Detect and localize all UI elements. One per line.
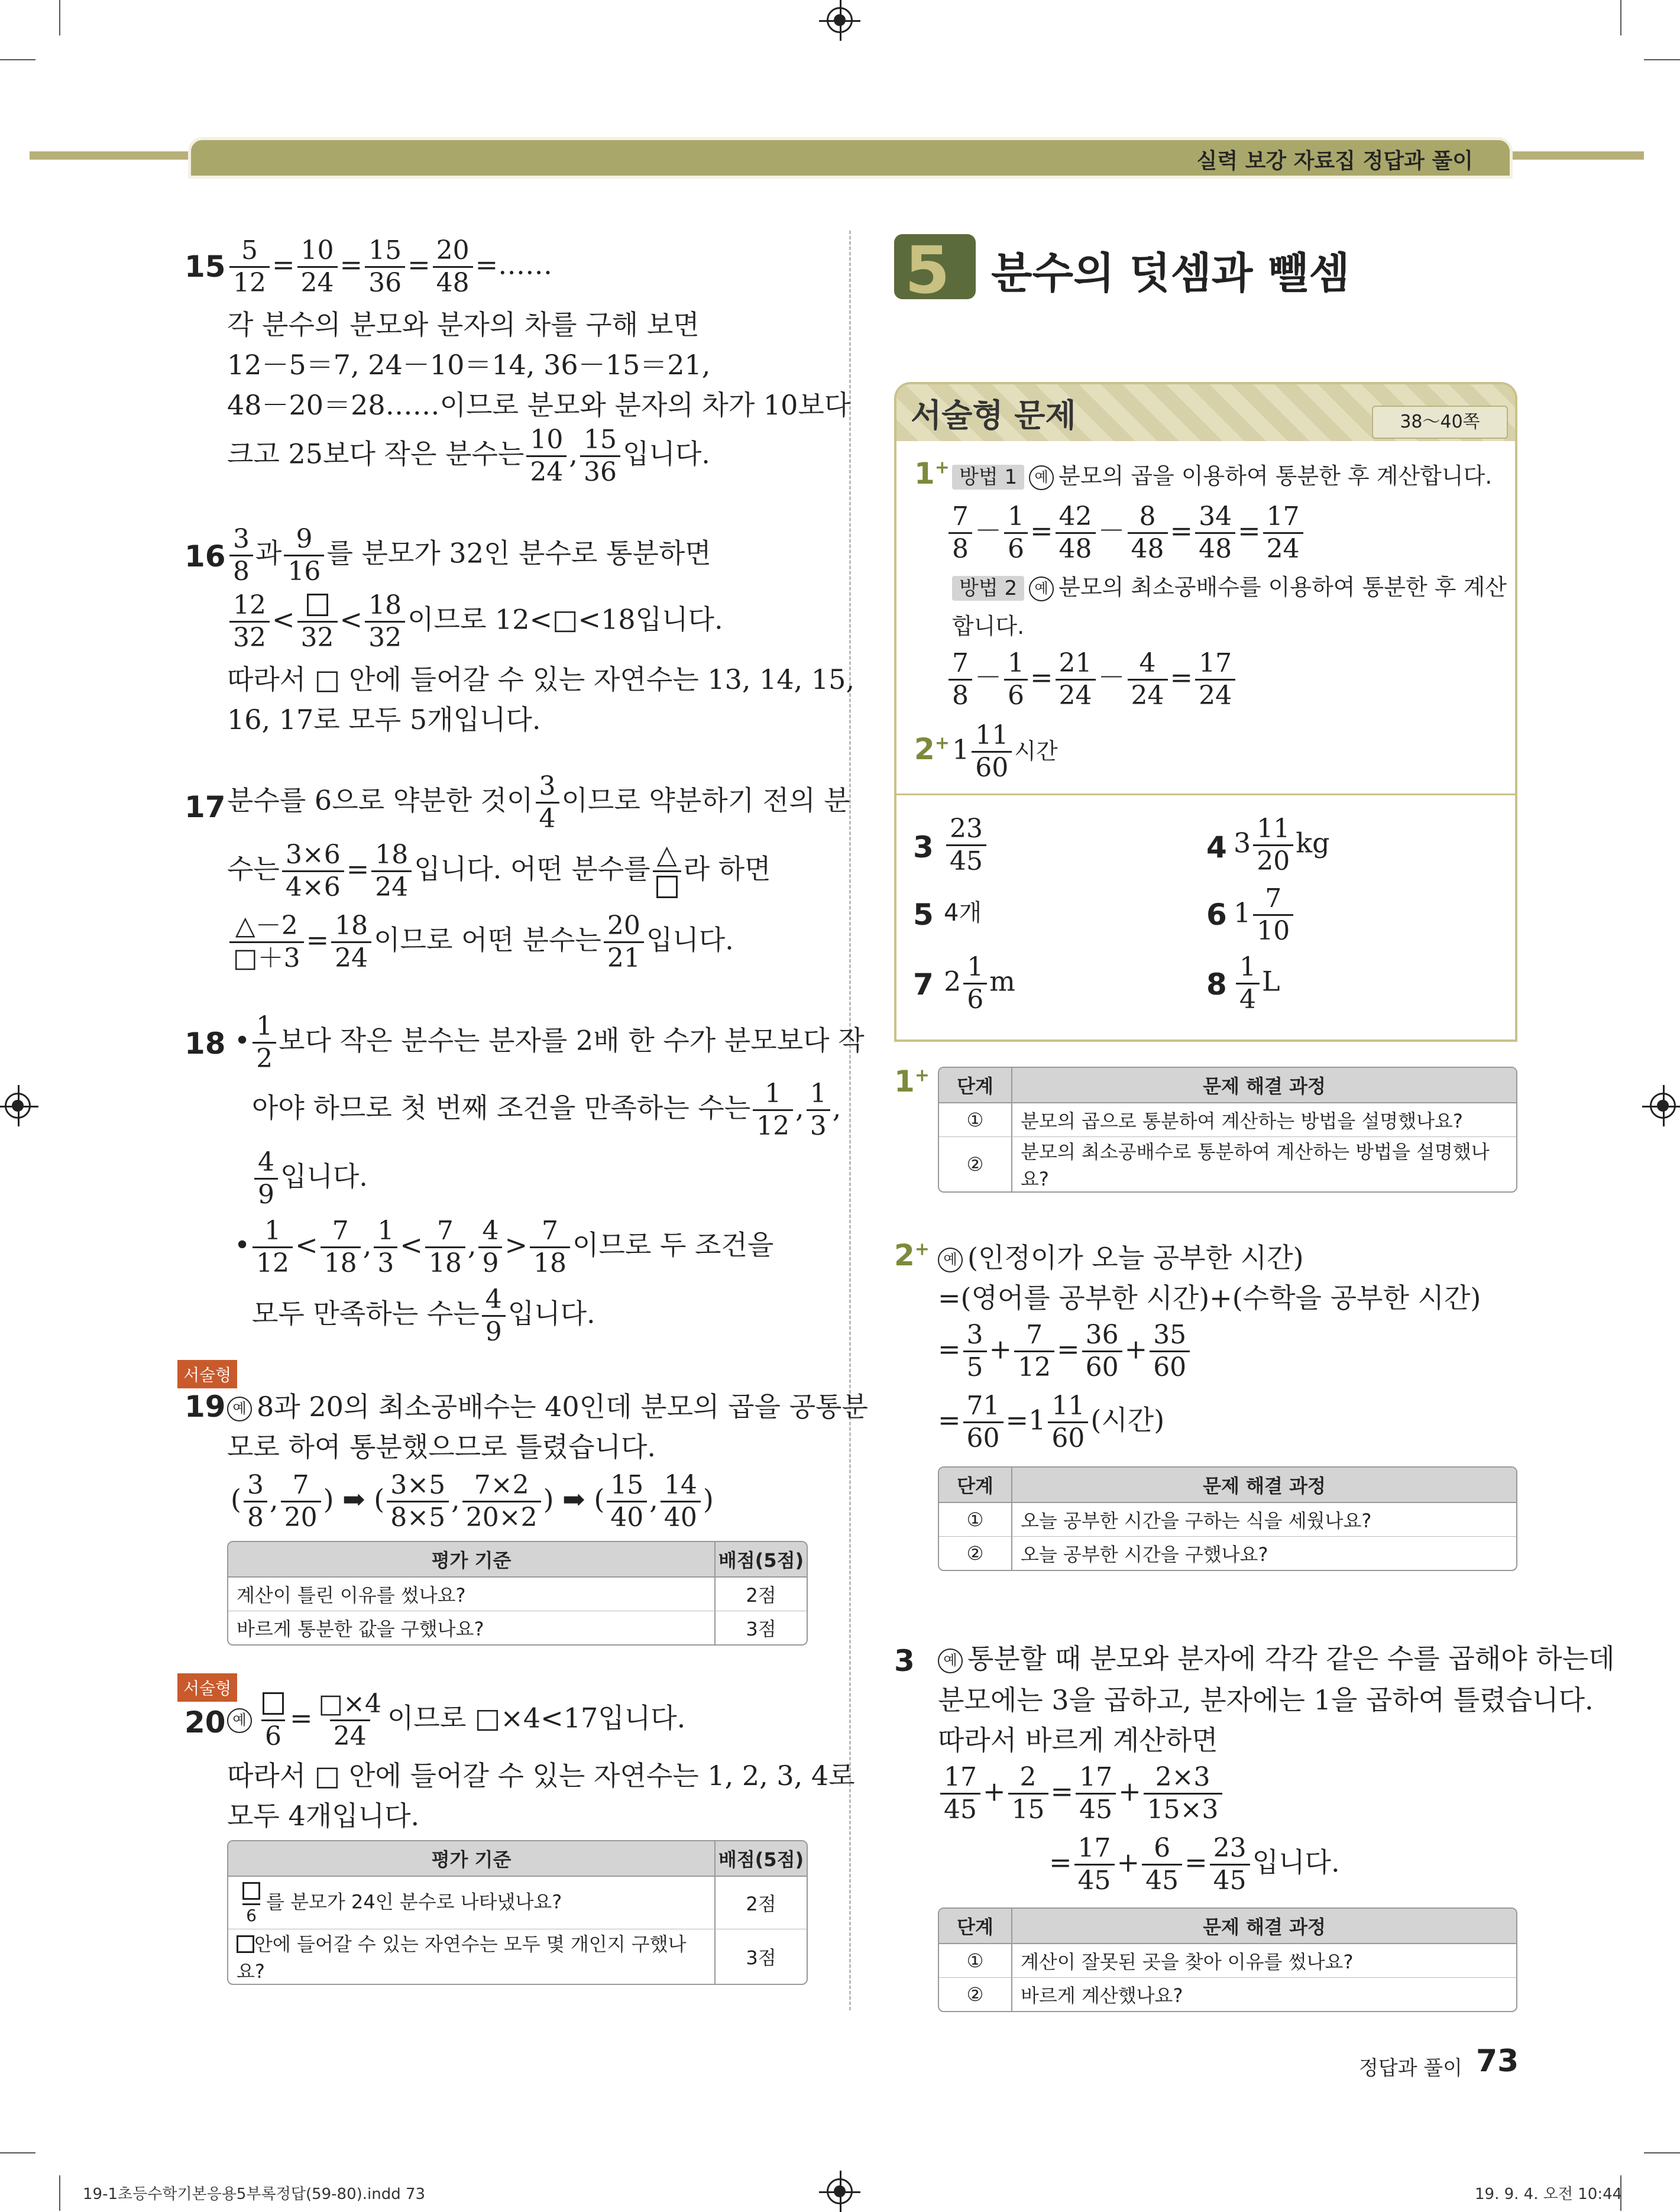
page-number: 73 (1476, 2043, 1519, 2079)
essay-q1-method2: 방법 2 예 분모의 최소공배수를 이용하여 통분한 후 계산 (952, 576, 1507, 601)
rubric-2-table: 단계 문제 해결 과정 ① 오늘 공부한 시간을 구하는 식을 세웠나요? ② 오늘 공부한 시간을 구했나요? (938, 1466, 1517, 1571)
p16-text: $\frac{3}{8}$ 과 $\frac{9}{16}$ 를 분모가 32인 분수로 통분하면 (227, 526, 711, 585)
answer-value: 3 $\frac{11}{20}$ kg (1234, 814, 1330, 876)
problem-number: 16 (184, 539, 226, 574)
essay-separator (896, 794, 1515, 795)
p15-text: 각 분수의 분모와 분자의 차를 구해 보면 (227, 309, 700, 341)
trim-mark (59, 2175, 60, 2211)
r3-text: 예 통분할 때 분모와 분자에 각각 같은 수를 곱해야 하는데 (938, 1645, 1615, 1673)
column-divider (849, 231, 851, 2010)
p18-inequalities: • $\frac{1}{12}$ < $\frac{7}{18}$ , $\frac{1}{3}$ < $\frac{7}{18}$ , $\frac{4}{9}$ > $\frac{7}{18}$ 이므로 두 조건을 (234, 1216, 774, 1278)
r3-text: 분모에는 3을 곱하고, 분자에는 1을 곱하여 틀렸습니다. (938, 1684, 1594, 1716)
print-date: 19. 9. 4. 오전 10:44 (1475, 2185, 1623, 2203)
p20-text: 모두 4개입니다. (227, 1800, 420, 1832)
r2-calc: = $\frac{3}{5}$ + $\frac{7}{12}$ = $\frac{36}{60}$ + $\frac{35}{60}$ (938, 1322, 1192, 1381)
p17-text: 분수를 6으로 약분한 것이 $\frac{3}{4}$ 이므로 약분하기 전의 분 (227, 771, 850, 834)
p15-text: 48－20＝28……이므로 분모와 분자의 차가 10보다 (227, 389, 851, 421)
rubric-1-table: 단계 문제 해결 과정 ① 분모의 곱으로 통분하여 계산하는 방법을 설명했나요? ② 분모의 최소공배수로 통분하여 계산하는 방법을 설명했나요? (938, 1067, 1517, 1193)
page-label: 정답과 풀이 (1359, 2056, 1463, 2080)
p18-text: • $\frac{1}{2}$ 보다 작은 분수는 분자를 2배 한 수가 분모보다 작 (234, 1011, 865, 1074)
problem-number: 15 (184, 250, 226, 284)
answer-value: 4개 (944, 899, 982, 927)
r2-text: =(영어를 공부한 시간)+(수학을 공부한 시간) (938, 1282, 1481, 1314)
p17-text: $\frac{\triangle-2}{□+3}$ = $\frac{18}{24}$ 이므로 어떤 분수는 $\frac{20}{21}$ 입니다. (227, 913, 734, 971)
p17-text: 수는 $\frac{3\times 6}{4\times 6}$ = $\frac{18}{24}$ 입니다. 어떤 분수를 △ 라 하면 (227, 840, 771, 902)
r3-calc: $\frac{17}{45}$ + $\frac{2}{15}$ = $\frac{17}{45}$ + $\frac{2\times 3}{15\times 3}$ (938, 1764, 1225, 1823)
p20-text: 예 6 = $\frac{□\times 4}{24}$ 이므로 □×4<17입니다. (227, 1691, 685, 1750)
registration-mark-right (1650, 1093, 1676, 1119)
essay-q2-answer: 1 $\frac{11}{60}$ 시간 (952, 720, 1058, 783)
trim-mark (1644, 59, 1680, 60)
p16-text: 따라서 □ 안에 들어갈 수 있는 자연수는 13, 14, 15, (227, 663, 855, 695)
trim-mark (59, 0, 60, 35)
answer-number: 4 (1206, 830, 1227, 864)
p15-text: 12－5＝7, 24－10＝14, 36－15＝21, (227, 349, 711, 381)
r2-calc: = $\frac{71}{60}$ =1 $\frac{11}{60}$ (시간) (938, 1391, 1165, 1453)
trim-mark (1644, 2152, 1680, 2153)
rubric-1-number: 1+ (894, 1064, 930, 1099)
p15-answer: 크고 25보다 작은 분수는 $\frac{10}{24}$ , $\frac{15}{36}$ 입니다. (227, 425, 710, 487)
answer-value: 2 $\frac{1}{6}$ m (944, 952, 1015, 1015)
p16-text: 16, 17로 모두 5개입니다. (227, 704, 541, 736)
essay-q1-method1-calc: $\frac{7}{8}$ － $\frac{1}{6}$ = $\frac{42}{48}$ － $\frac{8}{48}$ = $\frac{34}{48}$ = $\frac{17}{24}$ (946, 504, 1306, 562)
answer-value: $\frac{23}{45}$ (944, 816, 989, 875)
trim-mark (1620, 0, 1621, 35)
essay-q1-method1: 방법 1 예 분모의 곱을 이용하여 통분한 후 계산합니다. (952, 465, 1492, 490)
p19-conversion: ( $\frac{3}{8}$ , $\frac{7}{20}$ ) ➡ ( $\frac{3\times 5}{8\times 5}$ , $\frac{7\times 2}{20\times 2}$ ) ➡ ( $\frac{15}{40}$ , $\frac{14}{40}$ ) (231, 1470, 714, 1533)
p20-grading-table: 평가 기준 배점(5점) 6 를 분모가 24인 분수로 나타냈나요? 2점 안에 들어갈 수 있는 자연수는 모두 몇 개인지 구했나요? 3점 (227, 1840, 808, 1985)
answer-number: 6 (1206, 898, 1227, 932)
answer-number: 3 (913, 830, 934, 864)
rubric-2-number: 2+ (894, 1238, 930, 1272)
r3-text: 따라서 바르게 계산하면 (938, 1724, 1218, 1756)
essay-q1-method2-text: 합니다. (952, 613, 1025, 639)
essay-tag: 서술형 (177, 1360, 237, 1388)
rubric-3-table: 단계 문제 해결 과정 ① 계산이 잘못된 곳을 찾아 이유를 썼나요? ② 바르게 계산했나요? (938, 1907, 1517, 2012)
p18-text: 모두 만족하는 수는 $\frac{4}{9}$ 입니다. (252, 1284, 595, 1347)
trim-mark (0, 59, 35, 60)
p19-grading-table: 평가 기준 배점(5점) 계산이 틀린 이유를 썼나요? 2점 바르게 통분한 값을 구했나요? 3점 (227, 1541, 808, 1646)
answer-value: $\frac{1}{4}$ L (1234, 954, 1280, 1013)
answer-number: 7 (913, 967, 934, 1002)
answer-number: 5 (913, 898, 934, 932)
p19-text: 모로 하여 통분했으므로 틀렸습니다. (227, 1431, 656, 1463)
p16-inequality: $\frac{12}{32}$ < 32 < $\frac{18}{32}$ 이므로 12<□<18입니다. (227, 592, 723, 651)
r2-text: 예 (인정이가 오늘 공부한 시간) (938, 1244, 1304, 1272)
essay-q1-method2-calc: $\frac{7}{8}$ － $\frac{1}{6}$ = $\frac{21}{24}$ － $\frac{4}{24}$ = $\frac{17}{24}$ (946, 650, 1238, 709)
essay-page-range: 38～40쪽 (1372, 406, 1508, 439)
essay-tag: 서술형 (177, 1673, 237, 1702)
file-info: 19-1초등수학기본응용5부록정답(59-80).indd 73 (83, 2185, 426, 2203)
registration-mark-top (827, 7, 853, 33)
essay-q1-number: 1+ (914, 456, 950, 491)
p18-text: 아야 하므로 첫 번째 조건을 만족하는 수는 $\frac{1}{12}$ , $\frac{1}{3}$ , (252, 1079, 841, 1141)
registration-mark-bottom (827, 2178, 853, 2204)
header-title: 실력 보강 자료집 정답과 풀이 (1196, 149, 1473, 173)
r3-calc: = $\frac{17}{45}$ + $\frac{6}{45}$ = $\frac{23}{45}$ 입니다. (1049, 1833, 1340, 1896)
trim-mark (0, 2152, 35, 2153)
essay-q2-number: 2+ (914, 732, 950, 766)
problem-number: 19 (184, 1390, 226, 1424)
answer-number: 8 (1206, 967, 1227, 1002)
p19-text: 예 8과 20의 최소공배수는 40인데 분모의 곱을 공통분 (227, 1393, 868, 1421)
problem-number: 20 (184, 1705, 226, 1740)
section-title: 분수의 덧셈과 뺄셈 (991, 248, 1350, 298)
section-number: 5 (905, 232, 950, 308)
problem-number: 17 (184, 790, 226, 824)
registration-mark-left (5, 1093, 31, 1119)
essay-title: 서술형 문제 (911, 397, 1076, 434)
p18-text: $\frac{4}{9}$ 입니다. (252, 1149, 368, 1208)
answer-value: 1 $\frac{7}{10}$ (1234, 886, 1296, 944)
p15-fraction-chain: $\frac{5}{12}$ = $\frac{10}{24}$ = $\frac{15}{36}$ = $\frac{20}{48}$ =…… (227, 238, 552, 296)
rubric-3-number: 3 (894, 1644, 915, 1678)
p20-text: 따라서 □ 안에 들어갈 수 있는 자연수는 1, 2, 3, 4로 (227, 1760, 855, 1792)
problem-number: 18 (184, 1026, 226, 1061)
